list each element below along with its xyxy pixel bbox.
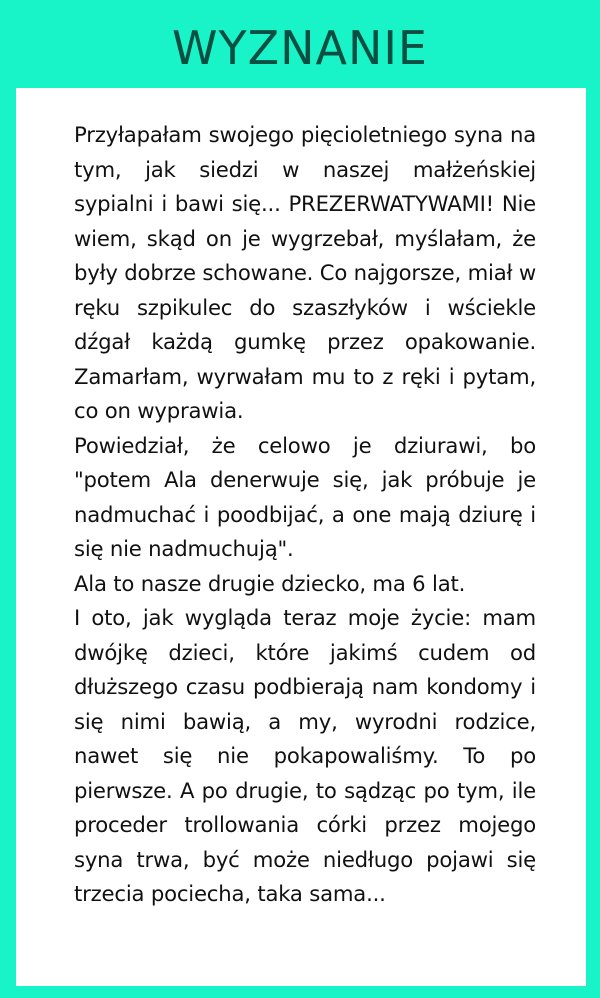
confession-panel [16, 88, 586, 986]
confession-paragraph-1: Przyłapałam swojego pięcioletniego syna na tym, jak siedzi w naszej małżeńskiej sypialni i bawi się... PREZERWATYWAMI! Nie wiem, skąd on je wygrzebał, myślałam, że były dobrze schowane. Co najgorsze, miał w ręku szpikulec do szaszłyków i wściekle dźgał każdą gumkę przez opakowanie. Zamarłam, wyrwałam mu to z ręki i pytam, co on wyprawia. [74, 122, 536, 423]
confession-paragraph-2: Powiedział, że celowo je dziurawi, bo "potem Ala denerwuje się, jak próbuje je nadmuchać i poodbijać, a one mają dziurę i się nie nadmuchują". [74, 432, 536, 561]
confession-paragraph-4: I oto, jak wygląda teraz moje życie: mam dwójkę dzieci, które jakimś cudem od dłuższego czasu podbierają nam kondomy i się nimi bawią, a my, wyrodni rodzice, nawet się nie pokapowaliśmy. To po pierwsze. A po drugie, to sądząc po tym, ile proceder trollowania córki przez mojego syna trwa, być może niedługo pojawi się trzecia pociecha, taka sama... [74, 605, 536, 906]
confession-paragraph-3: Ala to nasze drugie dziecko, ma 6 lat. [74, 570, 466, 596]
page-title: WYZNANIE [171, 21, 428, 75]
